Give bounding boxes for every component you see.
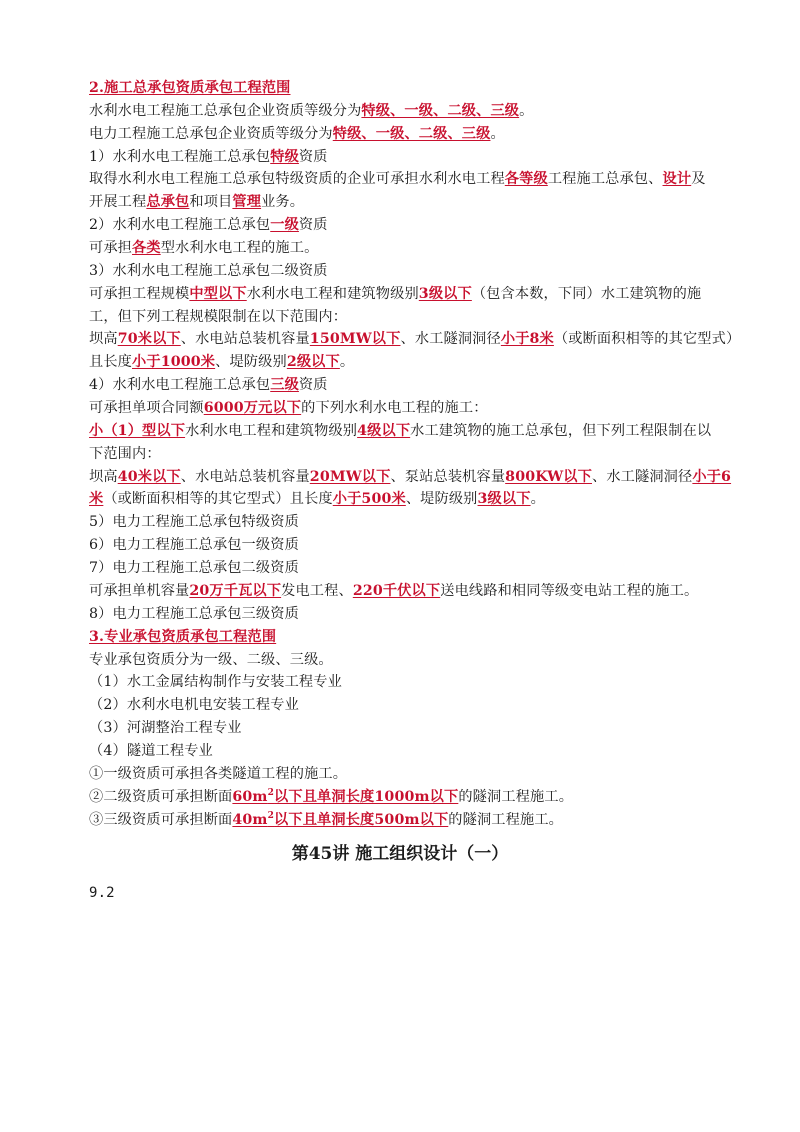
list-item: 2）水利水电工程施工总承包一级资质 [89,217,328,233]
paragraph: 专业承包资质分为一级、二级、三级。 [89,652,333,668]
list-item: 1）水利水电工程施工总承包特级资质 [89,149,328,165]
paragraph: 可承担工程规模中型以下水利水电工程和建筑物级别3级以下（包含本数，下同）水工建筑物的施 [89,286,702,302]
list-item: （4）隧道工程专业 [89,743,213,759]
paragraph-continued: 米（或断面积相等的其它型式）且长度小于500米、堤防级别3级以下。 [89,491,545,507]
section-2-heading: 2.施工总承包资质承包工程范围 [89,80,291,96]
paragraph: 可承担单机容量20万千瓦以下发电工程、220千伏以下送电线路和相同等级变电站工程的施工。 [89,583,699,599]
list-item: 7）电力工程施工总承包二级资质 [89,560,299,576]
list-item: ②二级资质可承担断面$60m^2$以下且单洞长度1000m以下的隧洞工程施工。 [89,788,574,805]
paragraph-continued: 下范围内： [89,446,161,462]
section-3-heading: 3.专业承包资质承包工程范围 [89,629,277,645]
paragraph: 坝高40米以下、水电站总装机容量20MW以下、泵站总装机容量800KW以下、水工隧洞洞径小于6 [89,469,732,485]
paragraph: 坝高70米以下、水电站总装机容量150MW以下、水工隧洞洞径小于8米（或断面积相等的其它型式） [89,331,741,347]
list-item: （3）河湖整治工程专业 [89,720,242,736]
paragraph: 取得水利水电工程施工总承包特级资质的企业可承担水利水电工程各等级工程施工总承包、设计及 [89,171,706,187]
paragraph: 小（1）型以下水利水电工程和建筑物级别4级以下水工建筑物的施工总承包，但下列工程限制在以 [89,423,712,439]
list-item: （1）水工金属结构制作与安装工程专业 [89,674,342,690]
paragraph: 电力工程施工总承包企业资质等级分为特级、一级、二级、三级。 [89,126,505,142]
paragraph-continued: 工，但下列工程规模限制在以下范围内： [89,309,348,325]
list-item: ①一级资质可承担各类隧道工程的施工。 [89,766,348,782]
paragraph: 可承担各类型水利水电工程的施工。 [89,240,319,256]
paragraph-continued: 开展工程总承包和项目管理业务。 [89,194,305,210]
lecture-title: 第45讲 施工组织设计（一） [291,844,509,864]
list-item: 4）水利水电工程施工总承包三级资质 [89,377,328,393]
paragraph-continued: 且长度小于1000米、堤防级别2级以下。 [89,354,355,370]
list-item: 6）电力工程施工总承包一级资质 [89,537,299,553]
paragraph: 可承担单项合同额6000万元以下的下列水利水电工程的施工： [89,400,488,416]
paragraph: 水利水电工程施工总承包企业资质等级分为特级、一级、二级、三级。 [89,103,534,119]
list-item: 5）电力工程施工总承包特级资质 [89,514,299,530]
list-item: ③三级资质可承担断面$40m^2$以下且单洞长度500m以下的隧洞工程施工。 [89,811,563,828]
list-item: （2）水利水电机电安装工程专业 [89,697,299,713]
list-item: 3）水利水电工程施工总承包二级资质 [89,263,328,279]
list-item: 8）电力工程施工总承包三级资质 [89,606,299,622]
footer-number: 9.2 [89,885,115,901]
